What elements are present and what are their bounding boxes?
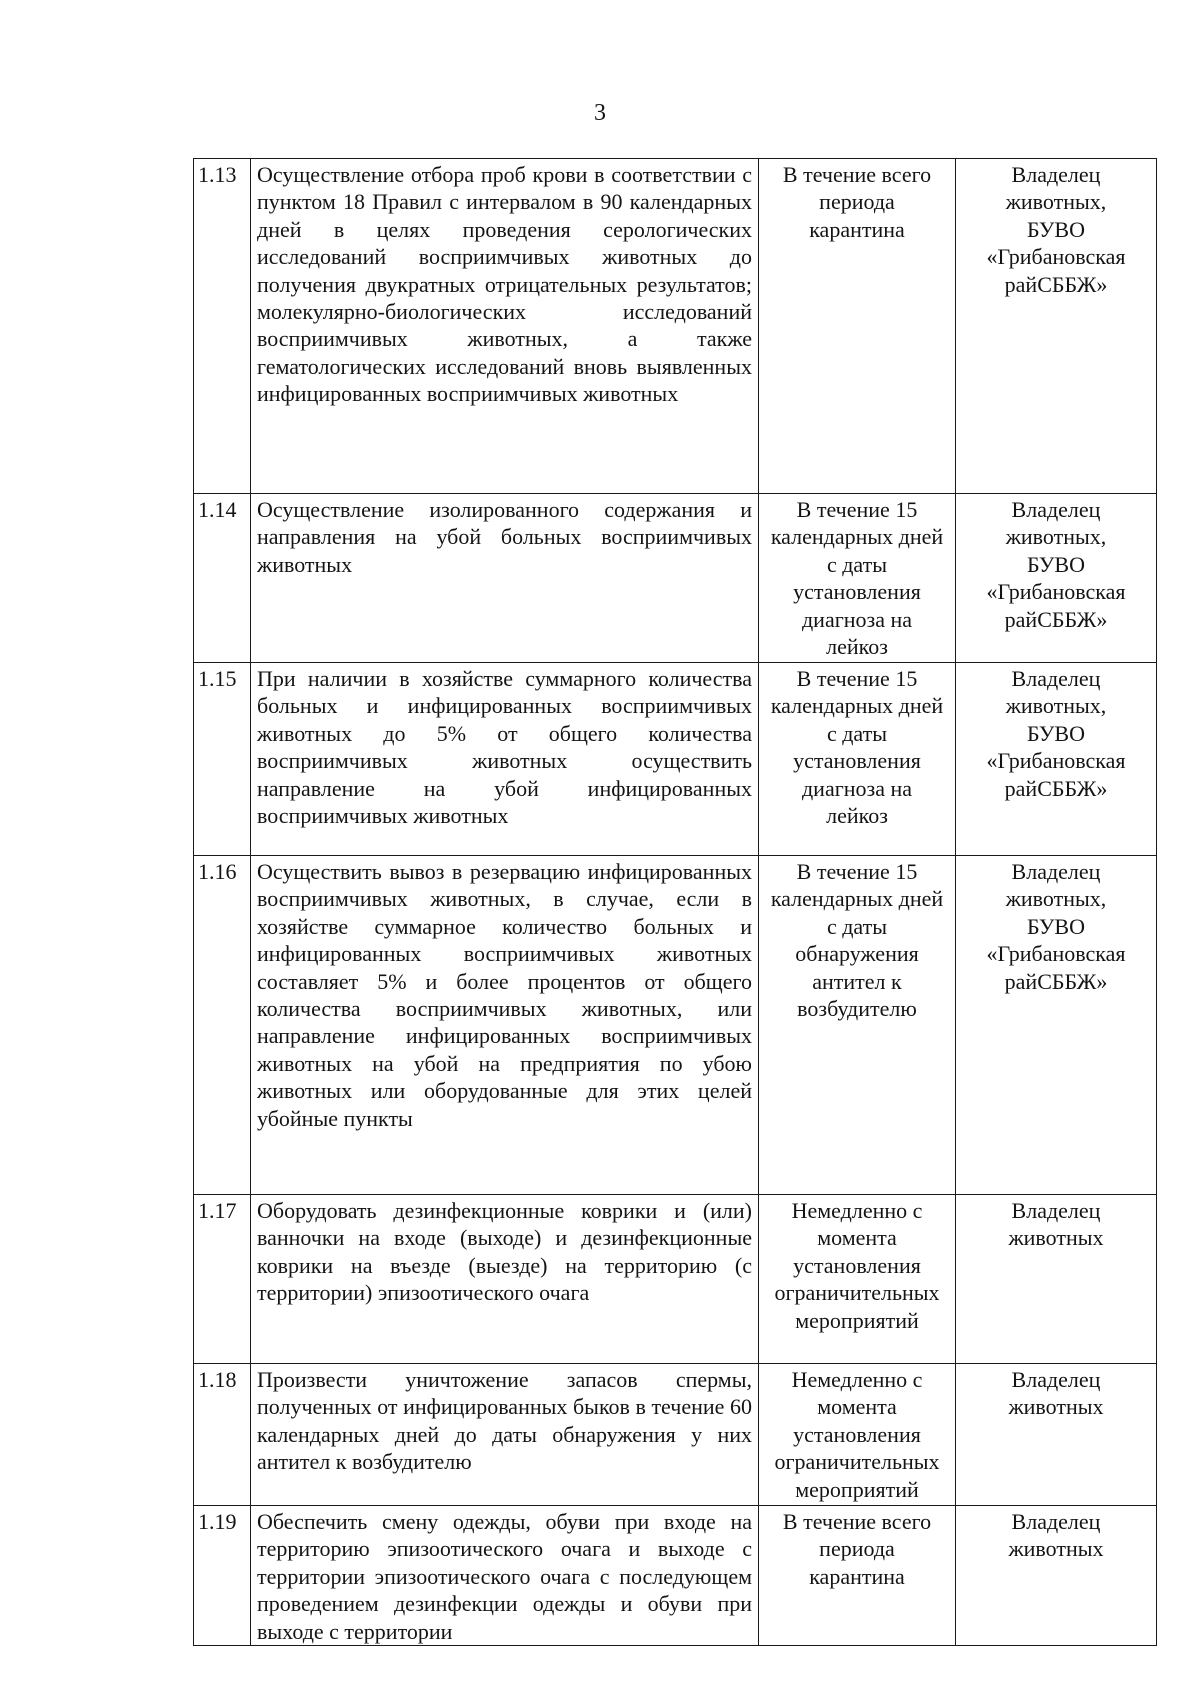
deadline-line: мероприятий	[795, 1476, 919, 1502]
table-row	[194, 1506, 1157, 1646]
table-row	[194, 1195, 1157, 1364]
deadline-line: мероприятий	[795, 1307, 919, 1333]
deadline-line: установления	[793, 1421, 921, 1447]
item-number: 1.19	[194, 1506, 251, 1646]
table-row	[194, 856, 1157, 1195]
responsible-line: животных,	[1005, 886, 1107, 912]
page-number: 3	[594, 100, 606, 126]
measure-description: Обеспечить смену одежды, обуви при входе на территорию эпизоотического очага и выходе с территории эпизоотического очага с последующем проведением дезинфекции одежды и обуви при выходе с территории	[251, 1506, 759, 1646]
responsible-line: Владелец	[1011, 1367, 1101, 1392]
measure-description: Осуществление изолированного содержания и направления на убой больных восприимчивых животных	[251, 494, 759, 663]
measure-description: Произвести уничтожение запасов спермы, полученных от инфицированных быков в течение 60 календарных дней до даты обнаружения у них антител к возбудителю	[251, 1364, 759, 1506]
responsible-line: «Грибановская	[986, 244, 1126, 270]
deadline-line: диагноза на	[801, 606, 913, 632]
responsible-cell	[956, 1195, 1157, 1364]
table-row	[194, 494, 1157, 663]
deadline-line: момента	[817, 1225, 897, 1251]
responsible-line: животных,	[1005, 524, 1107, 550]
deadline-line: календарных дней	[770, 886, 944, 912]
responsible-line: животных	[1008, 1225, 1104, 1251]
deadline-line: В течение 15	[796, 859, 918, 884]
responsible-line: «Грибановская	[986, 941, 1126, 967]
responsible-cell	[956, 159, 1157, 494]
deadline-line: В течение всего	[782, 162, 932, 187]
deadline-line: установления	[793, 579, 921, 605]
deadline-line: Немедленно с	[791, 1198, 923, 1223]
measure-description: Оборудовать дезинфекционные коврики и (или) ванночки на входе (выходе) и дезинфекционные коврики на въезде (выезде) на территорию (с территории) эпизоотического очага	[251, 1195, 759, 1364]
responsible-cell	[956, 1506, 1157, 1646]
responsible-line: БУВО	[1027, 720, 1085, 746]
deadline-cell	[759, 1506, 956, 1646]
responsible-line: Владелец	[1011, 497, 1101, 522]
responsible-line: животных,	[1005, 693, 1107, 719]
deadline-line: Немедленно с	[791, 1367, 923, 1392]
deadline-line: лейкоз	[826, 634, 888, 660]
table-row	[194, 663, 1157, 856]
deadline-line: календарных дней	[770, 693, 944, 719]
table-row	[194, 159, 1157, 494]
deadline-line: ограничительных	[774, 1449, 940, 1475]
deadline-line: периода	[819, 189, 895, 215]
deadline-line: карантина	[809, 1563, 905, 1589]
table-row	[194, 1364, 1157, 1506]
deadline-line: установления	[793, 1252, 921, 1278]
item-number: 1.17	[194, 1195, 251, 1364]
measures-table	[193, 158, 1157, 1646]
deadline-cell	[759, 1195, 956, 1364]
responsible-line: Владелец	[1011, 859, 1101, 884]
responsible-line: райСББЖ»	[1004, 606, 1108, 632]
measure-description: Осуществить вывоз в резервацию инфицированных восприимчивых животных, в случае, если в хозяйстве суммарное количество больных и инфицированных восприимчивых животных составляет 5% и более процентов от общего количества восприимчивых животных, или направление инфицированных восприимчивых животных на убой на предприятия по убою животных или оборудованные для этих целей убойные пункты	[251, 856, 759, 1195]
responsible-line: райСББЖ»	[1004, 271, 1108, 297]
measure-description: При наличии в хозяйстве суммарного количества больных и инфицированных восприимчивых животных до 5% от общего количества восприимчивых животных осуществить направление на убой инфицированных восприимчивых животных	[251, 663, 759, 856]
item-number: 1.15	[194, 663, 251, 856]
responsible-line: «Грибановская	[986, 579, 1126, 605]
responsible-line: Владелец	[1011, 1509, 1101, 1534]
deadline-line: лейкоз	[826, 803, 888, 829]
deadline-line: В течение 15	[796, 666, 918, 691]
responsible-line: Владелец	[1011, 1198, 1101, 1223]
item-number: 1.16	[194, 856, 251, 1195]
responsible-cell	[956, 1364, 1157, 1506]
deadline-cell	[759, 159, 956, 494]
deadline-cell	[759, 1364, 956, 1506]
responsible-line: «Грибановская	[986, 748, 1126, 774]
responsible-line: БУВО	[1027, 913, 1085, 939]
responsible-cell	[956, 856, 1157, 1195]
item-number: 1.18	[194, 1364, 251, 1506]
deadline-line: обнаружения	[795, 941, 919, 967]
deadline-line: карантина	[809, 216, 905, 242]
deadline-line: с даты	[826, 720, 888, 746]
item-number: 1.14	[194, 494, 251, 663]
deadline-line: периода	[819, 1536, 895, 1562]
responsible-line: животных	[1008, 1536, 1104, 1562]
deadline-line: В течение всего	[782, 1509, 932, 1534]
measure-description: Осуществление отбора проб крови в соответствии с пунктом 18 Правил с интервалом в 90 календарных дней в целях проведения серологических исследований восприимчивых животных до получения двукратных отрицательных результатов; молекулярно-биологических исследований восприимчивых животных, а также гематологических исследований вновь выявленных инфицированных восприимчивых животных	[251, 159, 759, 494]
deadline-line: антител к	[812, 968, 902, 994]
responsible-line: Владелец	[1011, 162, 1101, 187]
responsible-line: БУВО	[1027, 216, 1085, 242]
deadline-line: календарных дней	[770, 524, 944, 550]
deadline-line: установления	[793, 748, 921, 774]
responsible-line: животных	[1008, 1394, 1104, 1420]
item-number: 1.13	[194, 159, 251, 494]
responsible-line: животных,	[1005, 189, 1107, 215]
deadline-cell	[759, 494, 956, 663]
deadline-line: момента	[817, 1394, 897, 1420]
responsible-line: райСББЖ»	[1004, 968, 1108, 994]
deadline-cell	[759, 663, 956, 856]
responsible-line: БУВО	[1027, 551, 1085, 577]
responsible-line: Владелец	[1011, 666, 1101, 691]
deadline-line: возбудителю	[797, 996, 917, 1022]
responsible-cell	[956, 663, 1157, 856]
deadline-line: ограничительных	[774, 1280, 940, 1306]
deadline-line: с даты	[826, 551, 888, 577]
deadline-line: В течение 15	[796, 497, 918, 522]
responsible-cell	[956, 494, 1157, 663]
deadline-line: диагноза на	[801, 775, 913, 801]
deadline-line: с даты	[826, 913, 888, 939]
deadline-cell	[759, 856, 956, 1195]
responsible-line: райСББЖ»	[1004, 775, 1108, 801]
